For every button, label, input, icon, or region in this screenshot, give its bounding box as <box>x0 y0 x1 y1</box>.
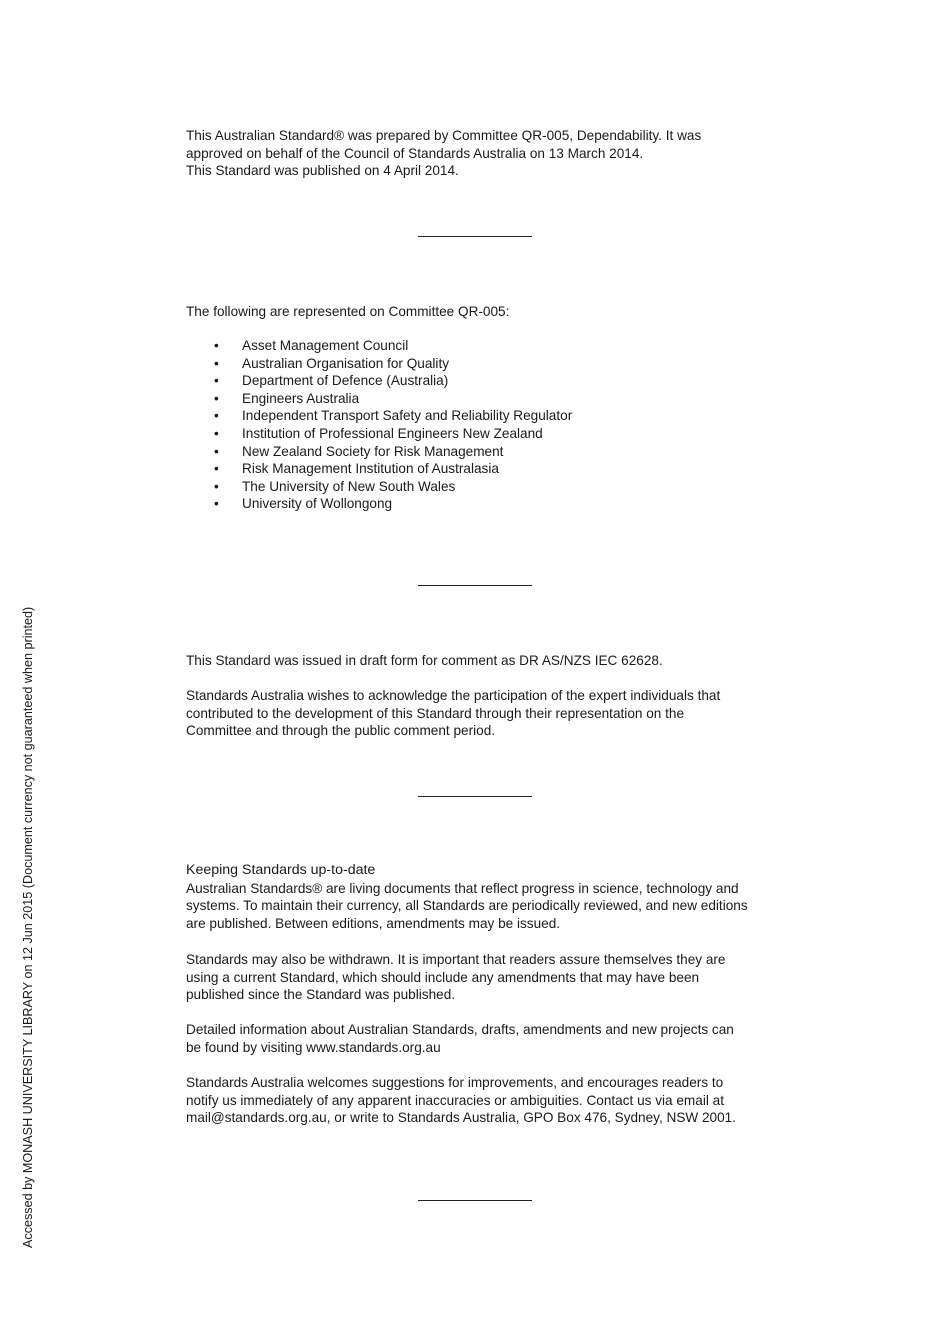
intro-line: This Australian Standard® was prepared by Committee QR-005, Dependability. It was <box>186 128 702 143</box>
paragraph-line <box>186 1109 786 1127</box>
paragraph-line <box>186 1039 786 1057</box>
member-name: Department of Defence (Australia) <box>242 373 449 389</box>
section-divider <box>418 236 532 237</box>
bullet-icon: • <box>214 408 219 424</box>
paragraph-line: are published. Between editions, amendments may be issued. <box>186 915 561 931</box>
list-item <box>186 390 572 408</box>
paragraph-text: be found by visiting <box>186 1039 307 1055</box>
member-name: Independent Transport Safety and Reliability Regulator <box>242 408 573 424</box>
section-divider <box>418 796 532 797</box>
section-divider <box>418 585 532 586</box>
website-link[interactable]: www.standards.org.au <box>306 1039 441 1055</box>
member-name: Risk Management Institution of Australasia <box>242 461 499 477</box>
member-name: The University of New South Wales <box>242 478 456 494</box>
information-paragraph <box>186 1021 786 1056</box>
member-name: Australian Organisation for Quality <box>242 355 450 371</box>
intro-paragraph <box>186 127 786 180</box>
bullet-icon: • <box>214 355 219 371</box>
member-name: New Zealand Society for Risk Management <box>242 443 504 459</box>
suggestions-paragraph <box>186 1074 786 1127</box>
list-item <box>186 407 572 425</box>
bullet-icon: • <box>214 425 219 441</box>
withdrawn-paragraph <box>186 951 786 1004</box>
bullet-icon: • <box>214 461 219 477</box>
list-item <box>186 443 572 461</box>
paragraph-line: Standards Australia welcomes suggestions for improvements, and encourages readers to <box>186 1075 724 1090</box>
draft-issued-text: This Standard was issued in draft form for comment as DR AS/NZS IEC 62628. <box>186 653 663 668</box>
list-item <box>186 495 572 513</box>
section-divider <box>418 1200 532 1201</box>
intro-line: approved on behalf of the Council of Standards Australia on 13 March 2014. <box>186 145 644 161</box>
bullet-icon: • <box>214 338 219 353</box>
bullet-icon: • <box>214 390 219 406</box>
ack-line: contributed to the development of this Standard through their representation on the <box>186 705 685 721</box>
section-heading: Keeping Standards up-to-date <box>186 862 376 878</box>
member-name: Institution of Professional Engineers New Zealand <box>242 425 543 441</box>
paragraph-line: notify us immediately of any apparent inaccuracies or ambiguities. Contact us via email at <box>186 1092 724 1108</box>
paragraph-line: Australian Standards® are living documents that reflect progress in science, technology and <box>186 880 739 896</box>
paragraph-line: Standards may also be withdrawn. It is important that readers assure themselves they are <box>186 952 726 967</box>
ack-line: Committee and through the public comment period. <box>186 723 496 738</box>
bullet-icon: • <box>214 443 219 459</box>
member-name: University of Wollongong <box>242 496 393 512</box>
list-item <box>186 355 572 373</box>
committee-lead-text: The following are represented on Committee QR-005: <box>186 304 510 319</box>
bullet-icon: • <box>214 478 219 494</box>
list-item <box>186 425 572 443</box>
bullet-icon: • <box>214 373 219 389</box>
member-name: Engineers Australia <box>242 390 360 406</box>
paragraph-line: systems. To maintain their currency, all Standards are periodically reviewed, and new editions <box>186 898 748 913</box>
acknowledgement-paragraph <box>186 687 786 740</box>
member-name: Asset Management Council <box>242 338 409 353</box>
paragraph-line: published since the Standard was published. <box>186 987 456 1002</box>
list-item <box>186 372 572 390</box>
list-item <box>186 478 572 496</box>
paragraph-text: , or write to Standards Australia, GPO Box 476, Sydney, NSW 2001. <box>326 1110 737 1125</box>
paragraph-line: using a current Standard, which should include any amendments that may have been <box>186 969 700 985</box>
list-item <box>186 337 572 355</box>
list-item <box>186 460 572 478</box>
ack-line: Standards Australia wishes to acknowledge the participation of the expert individuals that <box>186 688 721 703</box>
draft-notice <box>186 652 786 670</box>
intro-line: This Standard was published on 4 April 2014. <box>186 163 459 178</box>
committee-member-list <box>186 337 572 513</box>
paragraph-line: Detailed information about Australian Standards, drafts, amendments and new projects can <box>186 1022 734 1037</box>
committee-lead <box>186 303 786 321</box>
bullet-icon: • <box>214 496 219 512</box>
keeping-standards-section <box>186 862 786 932</box>
email-link[interactable]: mail@standards.org.au <box>186 1110 327 1125</box>
access-margin-note: Accessed by MONASH UNIVERSITY LIBRARY on 12 Jun 2015 (Document currency not guaranteed when printed) <box>21 606 35 1248</box>
